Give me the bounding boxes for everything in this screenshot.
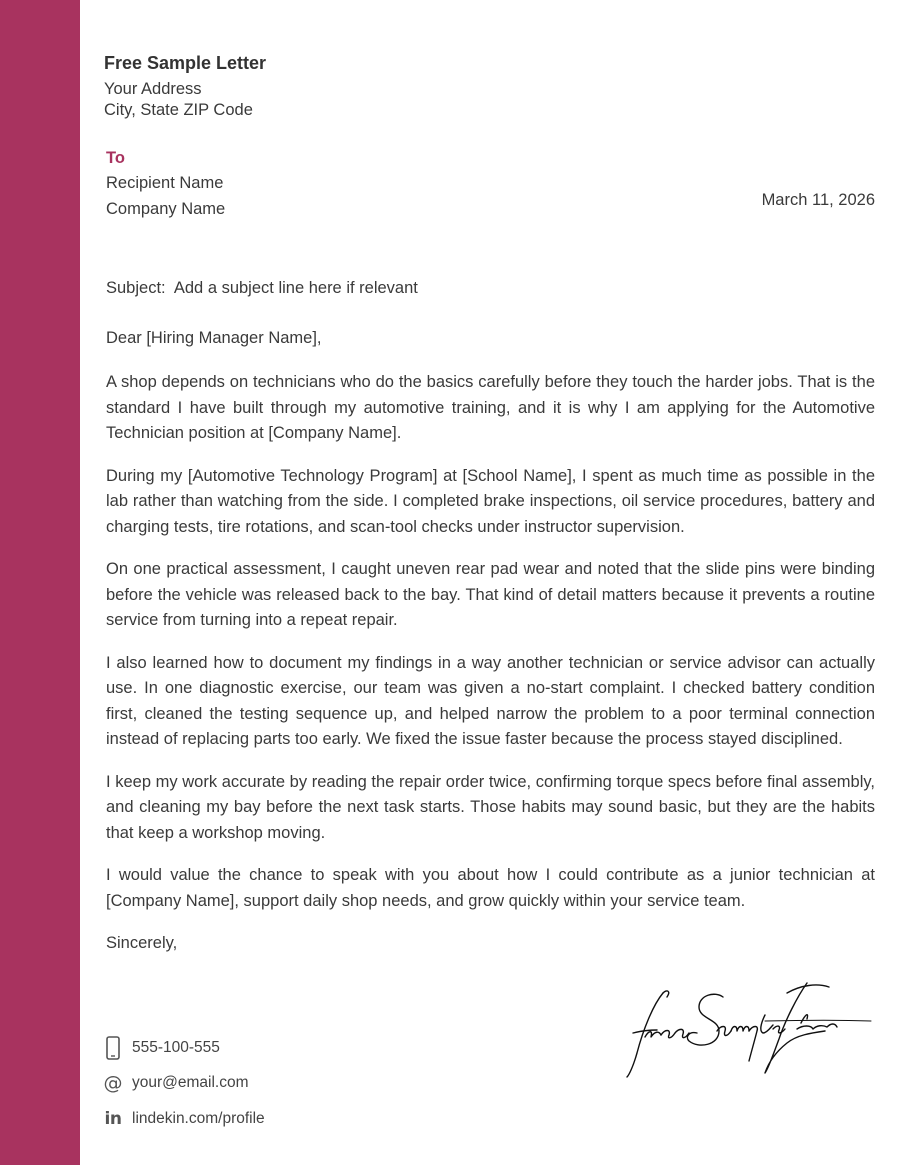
at-icon: @ (103, 1072, 123, 1094)
body-paragraph: During my [Automotive Technology Program] at [School Name], I spent as much time as possible in the lab rather than watching from the side. I completed brake inspections, oil service procedures, battery and charging tests, tire rotations, and scan-tool checks under instructor supervision. (106, 466, 875, 536)
accent-sidebar (0, 0, 80, 1165)
sender-name: Free Sample Letter (104, 53, 267, 73)
sender-address: Your Address (104, 80, 202, 98)
recipient-company: Company Name (106, 200, 226, 218)
contact-phone (102, 1035, 220, 1061)
salutation: Dear [Hiring Manager Name], (106, 329, 322, 347)
body-paragraph: I also learned how to document my findings in a way another technician or service advisor can actually use. In one diagnostic exercise, our team was given a no-start complaint. I checked battery condition first, cleaned the testing sequence up, and helped narrow the problem to a poor terminal connection instead of replacing parts too early. We fixed the issue faster because the process stayed disciplined. (106, 653, 875, 748)
recipient-name: Recipient Name (106, 174, 224, 192)
contact-email (102, 1070, 249, 1096)
linkedin-url: lindekin.com/profile (132, 1110, 265, 1127)
letter-body (106, 370, 875, 931)
handwritten-signature (615, 975, 880, 1085)
to-label: To (106, 149, 125, 167)
closing: Sincerely, (106, 934, 178, 952)
body-paragraph: A shop depends on technicians who do the basics carefully before they touch the harder jobs. That is the standard I have built through my automotive training, and it is why I am applying for the Automotive Technician position at [Company Name]. (106, 373, 875, 442)
phone-number: 555-100-555 (132, 1039, 220, 1056)
email-address: your@email.com (132, 1074, 249, 1091)
subject-line: Subject: Add a subject line here if relevant (106, 279, 418, 297)
phone-icon (102, 1035, 124, 1061)
body-paragraph: On one practical assessment, I caught uneven rear pad wear and noted that the slide pins were binding before the vehicle was released back to the bay. That kind of detail matters because it prevents a routine service from turning into a repeat repair. (106, 560, 875, 629)
letter-date: March 11, 2026 (761, 191, 875, 209)
contact-linkedin (102, 1106, 265, 1132)
body-paragraph: I would value the chance to speak with you about how I could contribute as a junior technician at [Company Name], support daily shop needs, and grow quickly within your service team. (106, 866, 875, 910)
body-paragraph: I keep my work accurate by reading the repair order twice, confirming torque specs before final assembly, and cleaning my bay before the next task starts. Those habits may sound basic, but they are the habits that keep a workshop moving. (106, 772, 875, 842)
sender-city-state-zip: City, State ZIP Code (104, 101, 253, 119)
linkedin-icon: in (104, 1109, 122, 1129)
